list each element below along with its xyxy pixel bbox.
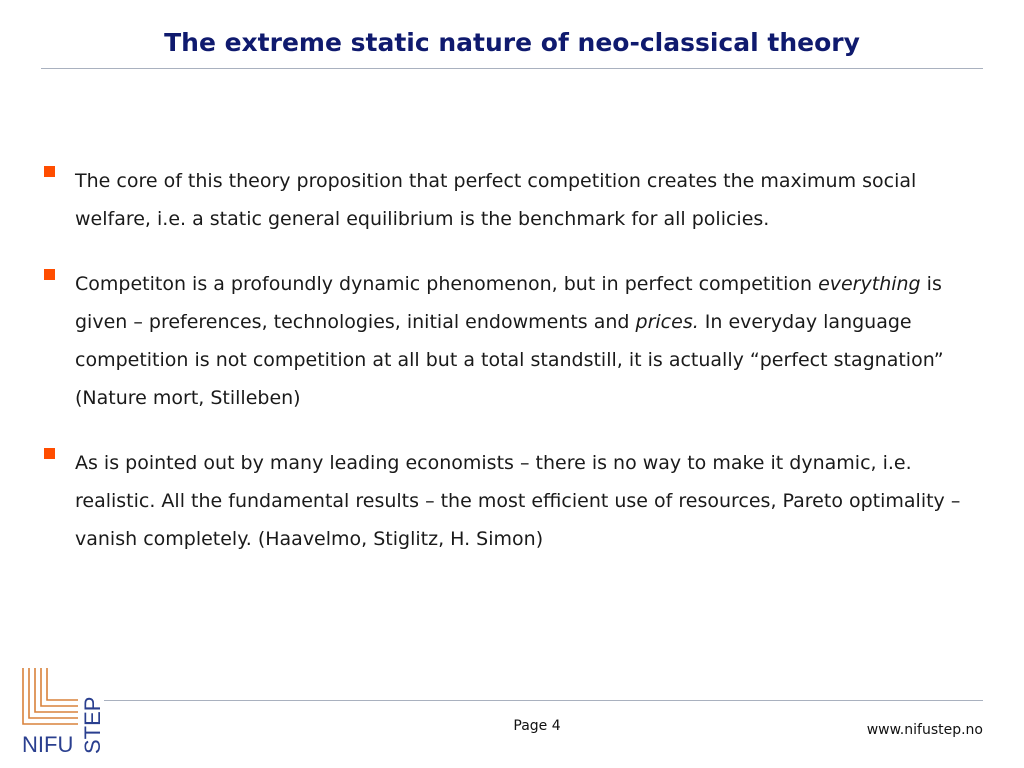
bullet-square-icon (44, 166, 55, 177)
bullet-item (44, 444, 984, 558)
page-number: Page 4 (513, 718, 561, 734)
logo-text-nifu: NIFU (22, 732, 74, 756)
bullet-text: Competiton is a profoundly dynamic phenomenon, but in perfect competition everything is given – preferences, technologies, initial endowments and prices. In everyday language competition is not competition at all but a total standstill, it is actually “perfect stagnation” (Nature mort, Stilleben) (75, 273, 944, 409)
nifu-step-logo (20, 666, 112, 756)
bullet-square-icon (44, 269, 55, 280)
logo-lines-icon (23, 668, 78, 724)
slide-title: The extreme static nature of neo-classical theory (164, 28, 860, 57)
bullet-text: The core of this theory proposition that perfect competition creates the maximum social welfare, i.e. a static general equilibrium is the benchmark for all policies. (75, 170, 917, 230)
bullet-item (44, 265, 984, 417)
logo-text-step: STEP (80, 696, 105, 754)
footer-url: www.nifustep.no (866, 722, 983, 738)
title-divider (41, 68, 983, 69)
footer-divider (104, 700, 983, 701)
bullet-list (44, 162, 984, 585)
bullet-text: As is pointed out by many leading economists – there is no way to make it dynamic, i.e. realistic. All the fundamental results – the most efficient use of resources, Pareto optimality – vanish completely. (Haavelmo, Stiglitz, H. Simon) (75, 452, 961, 550)
bullet-square-icon (44, 448, 55, 459)
bullet-item (44, 162, 984, 238)
